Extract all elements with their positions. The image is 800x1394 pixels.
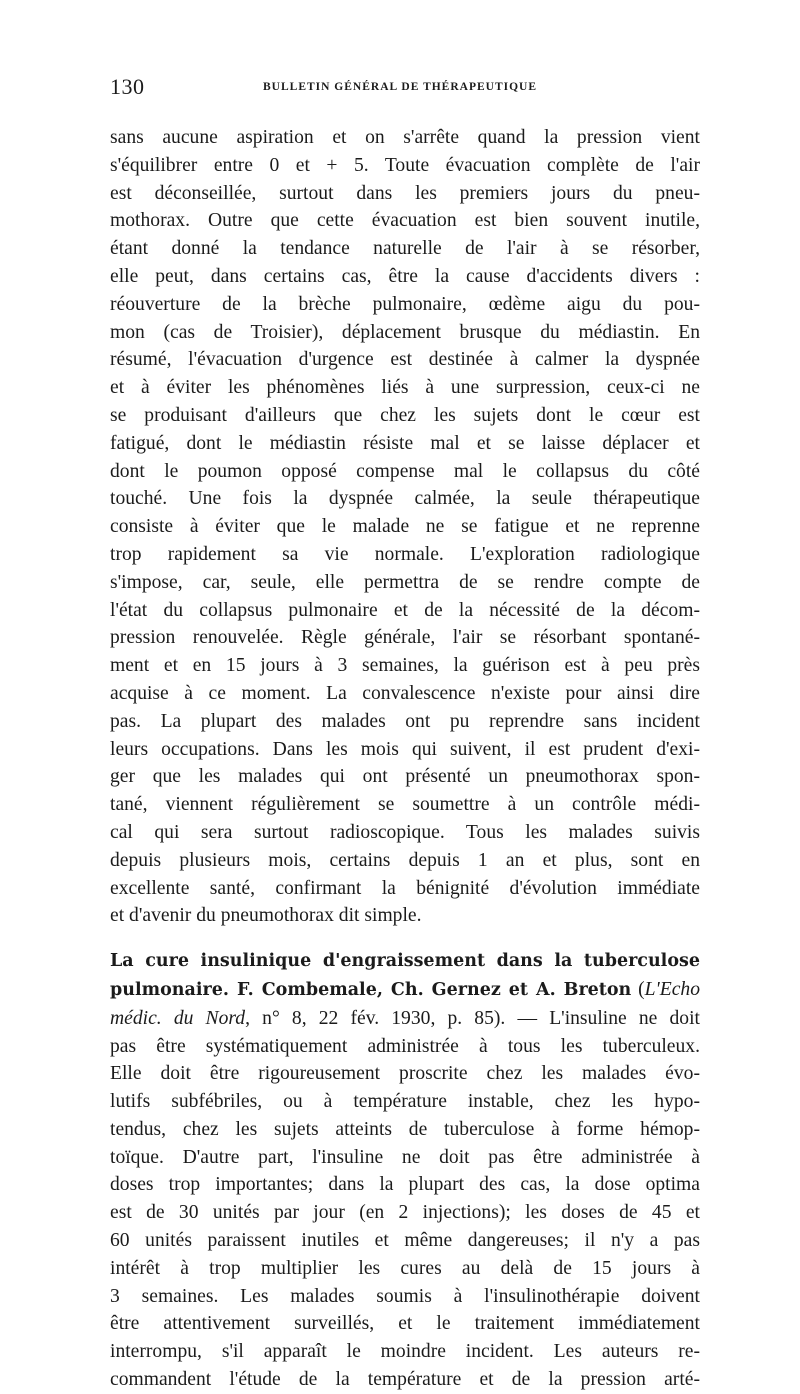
text-line: touché. Une fois la dyspnée calmée, la seule thérapeutique	[110, 488, 700, 510]
text-line: ment et en 15 jours à 3 semaines, la guérison est à peu près	[110, 655, 700, 677]
text-line: fatigué, dont le médiastin résiste mal et se laisse déplacer et	[110, 432, 700, 454]
text-line: leurs occupations. Dans les mois qui suivent, il est prudent d'exi-	[110, 738, 700, 760]
text-line: trop rapidement sa vie normale. L'exploration radiologique	[110, 543, 700, 565]
text-line: tané, viennent régulièrement se soumettre à un contrôle médi-	[110, 794, 700, 816]
text-line: et d'avenir du pneumothorax dit simple.	[110, 905, 422, 927]
running-title: BULLETIN GÉNÉRAL DE THÉRAPEUTIQUE	[263, 81, 538, 93]
text-line: résumé, l'évacuation d'urgence est destinée à calmer la dyspnée	[110, 349, 700, 371]
text-line: 3 semaines. Les malades soumis à l'insulinothérapie doivent	[110, 1285, 700, 1307]
text-line: s'impose, car, seule, elle permettra de se rendre compte de	[110, 571, 700, 593]
text-line: pas. La plupart des malades ont pu reprendre sans incident	[110, 710, 700, 732]
text-line: acquise à ce moment. La convalescence n'existe pour ainsi dire	[110, 682, 700, 704]
text-line: 60 unités paraissent inutiles et même dangereuses; il n'y a pas	[110, 1230, 700, 1252]
article-authors: pulmonaire. F. Combemale, Ch. Gernez et A. Breton	[110, 979, 632, 1000]
text-line: excellente santé, confirmant la bénignité d'évolution immédiate	[110, 877, 700, 899]
running-header	[110, 70, 700, 102]
text-line: toïque. D'autre part, l'insuline ne doit pas être administrée à	[110, 1146, 700, 1168]
text-line: et à éviter les phénomènes liés à une surpression, ceux-ci ne	[110, 377, 700, 399]
citation-line	[110, 1005, 700, 1033]
citation-open-paren: (	[638, 978, 645, 1000]
article-title: La cure insulinique d'engraissement dans la tuberculose	[110, 951, 700, 972]
paragraph-insulin-cure	[110, 947, 700, 1394]
text-line: depuis plusieurs mois, certains depuis 1 an et plus, sont en	[110, 849, 700, 871]
text-line: ger que les malades qui ont présenté un pneumothorax spon-	[110, 766, 700, 788]
text-line: être attentivement surveillés, et le traitement immédiatement	[110, 1313, 700, 1335]
text-line: elle peut, dans certains cas, être la cause d'accidents divers :	[110, 265, 700, 287]
text-line: pression renouvelée. Règle générale, l'air se résorbant spontané-	[110, 627, 700, 649]
text-line: consiste à éviter que le malade ne se fatigue et ne reprenne	[110, 516, 700, 538]
article-authors-line	[110, 976, 700, 1005]
text-line: sans aucune aspiration et on s'arrête quand la pression vient	[110, 127, 700, 148]
text-line: cal qui sera surtout radioscopique. Tous les malades suivis	[110, 821, 700, 843]
text-line: est de 30 unités par jour (en 2 injections); les doses de 45 et	[110, 1202, 700, 1224]
text-line: l'état du collapsus pulmonaire et de la nécessité de la décom-	[110, 599, 700, 621]
text-line: Elle doit être rigoureusement proscrite chez les malades évo-	[110, 1063, 700, 1085]
article-title-line	[110, 947, 700, 976]
text-line: est déconseillée, surtout dans les premiers jours du pneu-	[110, 182, 700, 204]
paragraph-pneumothorax	[110, 124, 700, 930]
text-line: dont le poumon opposé compense mal le collapsus du côté	[110, 460, 700, 482]
text-line: lutifs subfébriles, ou à température instable, chez les hypo-	[110, 1091, 700, 1113]
text-line: se produisant d'ailleurs que chez les sujets dont le cœur est	[110, 404, 700, 426]
text-line: mothorax. Outre que cette évacuation est bien souvent inutile,	[110, 210, 700, 232]
text-line: mon (cas de Troisier), déplacement brusque du médiastin. En	[110, 321, 700, 343]
text-line: réouverture de la brèche pulmonaire, œdème aigu du pou-	[110, 293, 700, 315]
text-line: doses trop importantes; dans la plupart des cas, la dose optima	[110, 1174, 700, 1196]
page-number: 130	[110, 74, 145, 99]
text-line: commandent l'étude de la température et de la pression arté-	[110, 1369, 700, 1391]
text-line: tendus, chez les sujets atteints de tuberculose à forme hémop-	[110, 1118, 700, 1140]
page	[110, 70, 700, 1394]
journal-name-part2: médic. du Nord	[110, 1007, 246, 1029]
text-line: étant donné la tendance naturelle de l'air à se résorber,	[110, 238, 700, 260]
text-line: interrompu, s'il apparaît le moindre incident. Les auteurs re-	[110, 1341, 700, 1363]
citation-details: , n° 8, 22 fév. 1930, p. 85). — L'insuline ne doit	[245, 1007, 700, 1029]
text-line: s'équilibrer entre 0 et + 5. Toute évacuation complète de l'air	[110, 154, 700, 176]
journal-name-part1: L'Echo	[644, 978, 700, 1000]
text-line: pas être systématiquement administrée à tous les tuberculeux.	[110, 1035, 700, 1057]
text-line: intérêt à trop multiplier les cures au delà de 15 jours à	[110, 1257, 700, 1279]
